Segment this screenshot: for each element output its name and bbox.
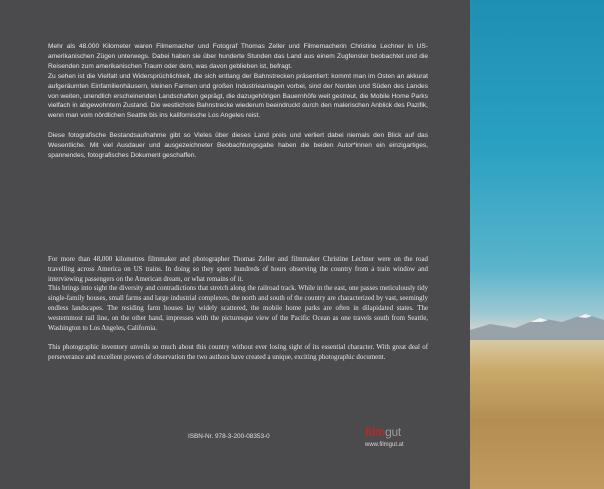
english-paragraph-3: This photographic inventory unveils so much about this country without ever losing sight of its essential character. With great deal of perseverance and excellent powers of observation the two authors have created a unique, exciting photographic document. xyxy=(48,344,428,361)
english-paragraph-1: For more than 48,000 kilometres filmmaker and photographer Thomas Zeller and filmmaker Christine Lechner were on the road travelling across America on US trains. In doing so they spent hundreds of hours observing the country from a train window and interviewing passengers on the American dream, or what remains of it. xyxy=(48,256,428,283)
english-paragraph-2: This brings into sight the diversity and contradictions that stretch along the railroad track. While in the east, one passes meticulously tidy single-family houses, small farms and large industrial complexes, the north and south of the country are characterized by vast, seemingly endless landscapes. The residing farm houses lay widely scattered, the mobile home parks are often in dilapidated states. The westernmost rail line, on the other hand, impresses with the picturesque view of the Pacific Ocean as one travels south from Seattle, Washington to Los Angeles, California. xyxy=(48,285,428,332)
german-paragraph-2: Zu sehen ist die Vielfalt und Widersprüchlichkeit, die sich entlang der Bahnstrecken präsentiert: kommt man im Osten an akkurat aufgeräumten Einfamilienhäusern, kleinen Farmen und großen Industrieanlagen vorbei, sind der Norden und Süden des Landes von weiten, unendlich erscheinenden Landschaften geprägt, die dazugehörigen Bauernhöfe weit gestreut, die Mobile Home Parks vielfach in abgewohntem Zustand. Die westlichste Bahnstrecke wiederum beeindruckt durch den malerischen Anblick des Pazifik, wenn man vom nördlichen Seattle bis ins kalifornische Los Angeles reist. xyxy=(48,72,428,120)
english-text-block xyxy=(48,255,428,373)
logo-film-text: film xyxy=(365,425,386,439)
isbn-number: ISBN-Nr. 978-3-200-08353-0 xyxy=(188,433,270,440)
website-url: www.filmgut.at xyxy=(365,442,404,448)
german-text-block xyxy=(48,42,428,171)
logo-gut-text: gut xyxy=(385,425,401,439)
mountain-silhouette xyxy=(470,300,604,340)
filmgut-logo xyxy=(365,425,401,439)
landscape-photo xyxy=(470,0,604,489)
german-paragraph-1: Mehr als 48.000 Kilometer waren Filmemacher und Fotograf Thomas Zeller und Filmemacherin Christine Lechner in US-amerikanischen Zügen unterwegs. Dabei haben sie über hunderte Stunden das Land aus einem Zugfenster beobachtet und die Reisenden zum amerikanischen Traum oder dem, was davon geblieben ist, befragt. xyxy=(48,43,428,70)
german-paragraph-3: Diese fotografische Bestandsaufnahme gibt so Vieles über dieses Land preis und verliert dabei niemals den Blick auf das Wesentliche. Mit viel Ausdauer und ausgezeichneter Beobachtungsgabe haben die beiden Autor*innen ein einzigartiges, spannendes, fotografisches Dokument geschaffen. xyxy=(48,132,428,159)
